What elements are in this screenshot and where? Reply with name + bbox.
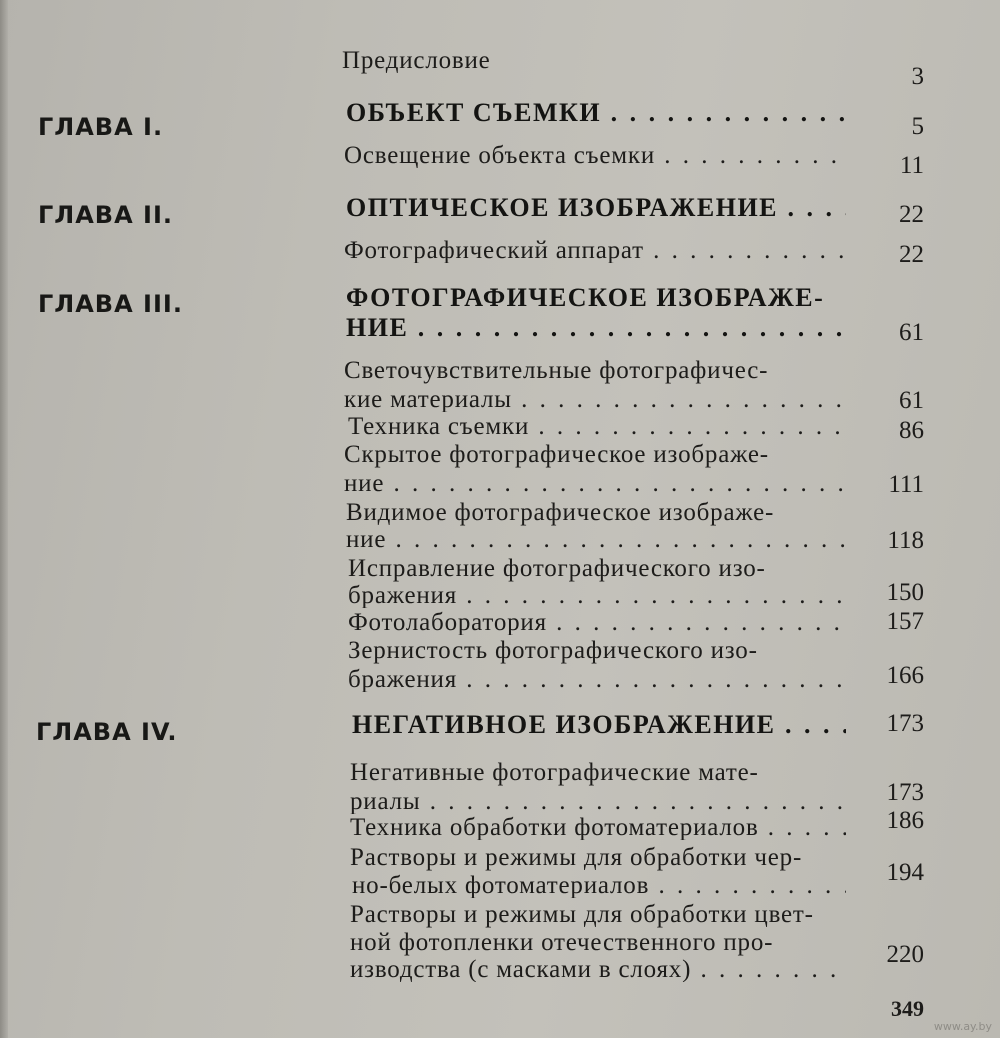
toc-entry-continuation: ние . . . (346, 527, 846, 552)
chapter-title-1: ОБЪЕКТ СЪЕМКИ . . . (346, 100, 846, 126)
watermark: www.ay.by (933, 1020, 992, 1033)
toc-entry: Светочувствительные фотографичес- (344, 357, 769, 384)
toc-entry-continuation: изводства (с масками в слоях) . . . (350, 957, 846, 982)
page-number: 118 (887, 527, 924, 554)
chapter-title-3-line2: НИЕ . . . (346, 315, 846, 341)
page-number: 111 (888, 471, 924, 498)
page-number: 61 (899, 387, 924, 414)
toc-entry-continuation: бражения . . . (348, 583, 846, 608)
toc-entry: Растворы и режимы для обработки чер- (350, 844, 803, 871)
toc-entry: Исправление фотографического изо- (348, 555, 766, 582)
toc-entry: Скрытое фотографическое изображе- (344, 441, 769, 468)
chapter-label-3: ГЛАВА III. (38, 290, 183, 318)
toc-entry-preface: Предисловие (342, 47, 491, 74)
page-number: 157 (886, 608, 924, 635)
chapter-label-1: ГЛАВА I. (38, 113, 164, 141)
page-edge (0, 0, 8, 1038)
toc-entry: Растворы и режимы для обработки цвет- (350, 901, 814, 928)
toc-entry: Фотолаборатория . . . (348, 610, 846, 635)
page-number: 194 (886, 859, 924, 886)
page-number: 22 (899, 241, 924, 268)
page-number: 166 (886, 662, 924, 689)
page-number: 220 (886, 941, 924, 968)
page-number: 22 (899, 201, 924, 228)
toc-entry: Освещение объекта съемки . . . (344, 143, 846, 168)
chapter-title-3-line1: ФОТОГРАФИЧЕСКОЕ ИЗОБРАЖЕ- (346, 283, 825, 312)
page-number: 11 (899, 152, 924, 179)
page-number: 3 (911, 63, 924, 90)
toc-entry: Негативные фотографические мате- (350, 759, 759, 786)
toc-entry: Зернистость фотографического изо- (348, 637, 758, 664)
chapter-title-4: НЕГАТИВНОЕ ИЗОБРАЖЕНИЕ . . . (352, 712, 846, 738)
toc-entry: Техника обработки фотоматериалов . . . (350, 815, 846, 840)
toc-entry-continuation: кие материалы . . . (344, 387, 846, 412)
toc-entry-continuation: ние . . . (344, 471, 846, 496)
toc-entry-continuation: ной фотопленки отечественного про- (350, 929, 774, 956)
page-number: 150 (886, 579, 924, 606)
toc-entry-continuation: риалы . . . (350, 789, 846, 814)
page-number: 5 (911, 113, 924, 140)
page-number: 173 (886, 710, 924, 737)
toc-entry-continuation: но-белых фотоматериалов . . . (352, 873, 846, 898)
toc-entry: Фотографический аппарат . . . (344, 238, 846, 263)
chapter-label-4: ГЛАВА IV. (36, 718, 178, 746)
page-number: 61 (899, 319, 924, 346)
folio-page-number: 349 (891, 996, 924, 1021)
page-number: 86 (899, 417, 924, 444)
page-number: 173 (886, 779, 924, 806)
toc-entry: Видимое фотографическое изображе- (346, 499, 775, 526)
chapter-label-2: ГЛАВА II. (38, 201, 173, 229)
toc-entry: Техника съемки . . . (348, 414, 846, 439)
toc-entry-continuation: бражения . . . (348, 667, 846, 692)
chapter-title-2: ОПТИЧЕСКОЕ ИЗОБРАЖЕНИЕ . . . (346, 195, 846, 221)
page-number: 186 (886, 807, 924, 834)
